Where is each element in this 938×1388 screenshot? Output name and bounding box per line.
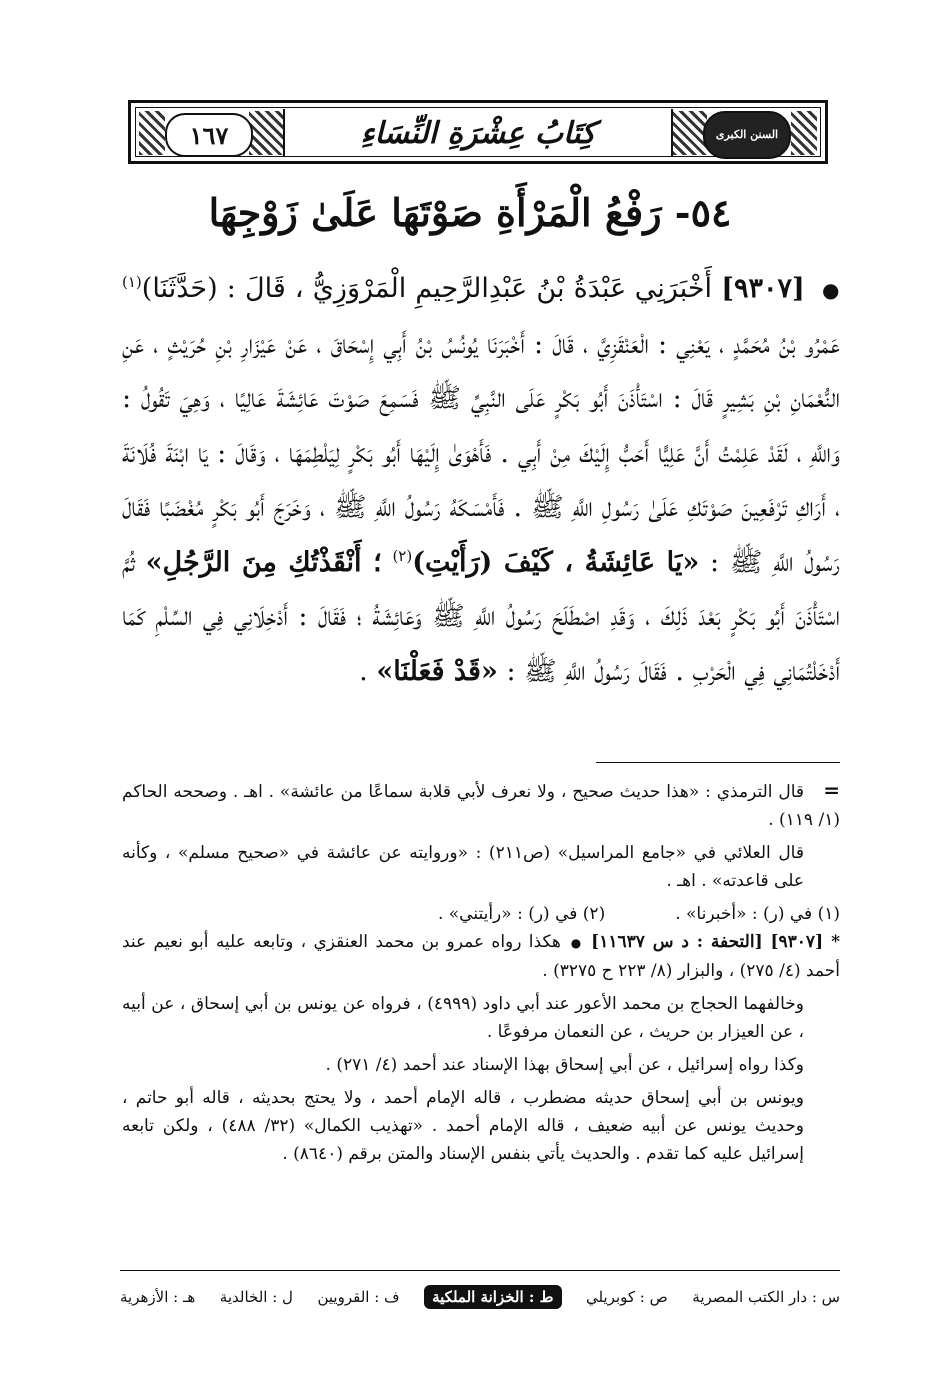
book-title: كِتَابُ عِشْرَةِ النِّسَاءِ: [283, 109, 673, 157]
footnote-text: قال العلائي في «جامع المراسيل» (ص٢١١) : «وروايته عن عائشة في «صحيح مسلم» ، وكأنه على قاعدته» . اهـ .: [122, 843, 804, 891]
footnote-text: وخالفهما الحجاج بن محمد الأعور عند أبي داود (٤٩٩٩) ، فرواه عن يونس بن أبي إسحاق ، عن أبيه ، عن العيزار بن حريث ، عن النعمان مرفوعًا .: [122, 994, 804, 1042]
variant-note-2: (٢) في (ر) : «رأيتني» .: [437, 904, 606, 924]
ornament-right: [791, 111, 817, 155]
bullet-icon: ●: [568, 936, 584, 950]
continuation-mark: =: [823, 778, 840, 802]
star-icon: *: [831, 932, 840, 952]
hadith-part-1: أَخْبَرَنِي عَبْدَةُ بْنُ عَبْدِالرَّحِيمِ الْمَرْوَزِيُّ ، قَالَ : (حَدَّثَنَا): [141, 273, 713, 304]
footnote-ref-1: (١): [122, 273, 142, 291]
variant-notes-row: [122, 900, 840, 928]
hadith-quote-2: «قَدْ فَعَلْنَا»: [376, 655, 498, 687]
footnote-para: [122, 1051, 840, 1079]
ornament-left: [139, 111, 165, 155]
footnote-para: [122, 990, 840, 1046]
footnote-para: [122, 839, 840, 895]
footnotes: [122, 776, 840, 1173]
footnote-text: ويونس بن أبي إسحاق حديثه مضطرب ، قاله الإمام أحمد ، ولا يحتج بحديثه ، قاله أبو حاتم ، وحديث يونس عن أبيه ضعيف ، قاله الإمام أحمد . «تهذيب الكمال» (٣٢/ ٤٨٨) ، ولكن تابعه إسرائيل عليه كما تقدم . والحديث يأتي بنفس الإسناد والمتن برقم (٨٦٤٠) .: [122, 1088, 804, 1164]
ornament-left-inner: [249, 111, 283, 155]
sigla-legend: [120, 1280, 840, 1314]
sigla-s2: ص : كوبريلي: [586, 1288, 668, 1306]
hadith-end: .: [359, 655, 368, 687]
bottom-rule: [120, 1270, 840, 1271]
footnote-separator: [596, 762, 840, 763]
sigla-h: هـ : الأزهرية: [120, 1288, 196, 1306]
ornament-right-inner: [673, 111, 707, 155]
sigla-f: ف : القرويين: [317, 1288, 400, 1306]
footnote-text: قال الترمذي : «هذا حديث صحيح ، ولا نعرف لأبي قلابة سماعًا من عائشة» . اهـ . وصححه الحاكم (١/ ١١٩) .: [122, 782, 840, 830]
hadith-quote-1: «يَا عَائِشَةُ ، كَيْفَ (رَأَيْتِ): [412, 546, 700, 578]
page-number: ١٦٧: [165, 113, 253, 157]
hadith-part-3: ثُمَّ اسْتَأْذَنَ أَبُو بَكْرٍ بَعْدَ ذَلِكَ ، وَقَدِ اصْطَلَحَ رَسُولُ اللَّهِ ﷺ وَعَائِشَةُ ؛ فَقَالَ : أَدْخِلَانِي فِي السِّلْمِ كَمَا أَدْخَلْتُمَانِي فِي الْحَرْبِ . فَقَالَ رَسُولُ اللَّهِ ﷺ :: [122, 546, 840, 687]
page-header: [128, 100, 828, 164]
variant-note-1: (١) في (ر) : «أخبرنا» .: [675, 904, 840, 924]
footnote-text: وكذا رواه إسرائيل ، عن أبي إسحاق بهذا الإسناد عند أحمد (٤/ ٢٧١) .: [325, 1055, 804, 1075]
hadith-part-2: عَمْرُو بْنُ مُحَمَّدٍ ، يَعْنِي : الْعَنْقَزِيَّ ، قَالَ : أَخْبَرَنَا يُونُسُ بْنُ أَبِي إِسْحَاقَ ، عَنْ عَيْزَارِ بْنِ حُرَيْثٍ ، عَنِ النُّعْمَانِ بْنِ بَشِيرٍ قَالَ : اسْتَأْذَنَ أَبُو بَكْرٍ عَلَى النَّبِيِّ ﷺ فَسَمِعَ صَوْتَ عَائِشَةَ عَالِيًا ، وَهِيَ تَقُولُ : وَاللَّهِ ، لَقَدْ عَلِمْتُ أَنَّ عَلِيًّا أَحَبُّ إِلَيْكَ مِنْ أَبِي . فَأَهْوَىٰ إِلَيْهَا أَبُو بَكْرٍ لِيَلْطِمَهَا ، وَقَالَ : يَا ابْنَةَ فُلَانَةَ ، أَرَاكِ تَرْفَعِينَ صَوْتَكِ عَلَىٰ رَسُولِ اللَّهِ ﷺ . فَأَمْسَكَهُ رَسُولُ اللَّهِ ﷺ ، وَخَرَجَ أَبُو بَكْرٍ مُغْضَبًا فَقَالَ رَسُولُ اللَّهِ ﷺ :: [122, 328, 840, 578]
book-logo: السنن الكبرى: [703, 111, 791, 159]
bullet-icon: ●: [821, 278, 841, 302]
sigla-t: ط : الخزانة الملكية: [424, 1285, 561, 1309]
chapter-title: ٥٤- رَفْعُ الْمَرْأَةِ صَوْتَهَا عَلَىٰ زَوْجِهَا: [208, 190, 732, 235]
sigla-s: س : دار الكتب المصرية: [692, 1288, 840, 1306]
takhrij-para: [122, 928, 840, 985]
hadith-text: [122, 262, 840, 699]
footnote-para: [122, 776, 840, 834]
takhrij-ref: [٩٣٠٧] [التحفة : د س ١١٦٣٧]: [591, 932, 824, 952]
hadith-number: [٩٣٠٧]: [721, 273, 805, 304]
takhrij-text: هكذا رواه عمرو بن محمد العنقزي ، وتابعه عليه أبو نعيم عند أحمد (٤/ ٢٧٥) ، والبزار (٨/ ٢٢٣ ح ٣٢٧٥) .: [122, 932, 840, 981]
sigla-l: ل : الخالدية: [219, 1288, 293, 1306]
footnote-ref-2: (٢): [392, 546, 413, 565]
footnote-para: [122, 1084, 840, 1168]
hadith-quote-1b: ؛ أَنْقَذْتُكِ مِنَ الرَّجُلِ»: [145, 546, 382, 578]
